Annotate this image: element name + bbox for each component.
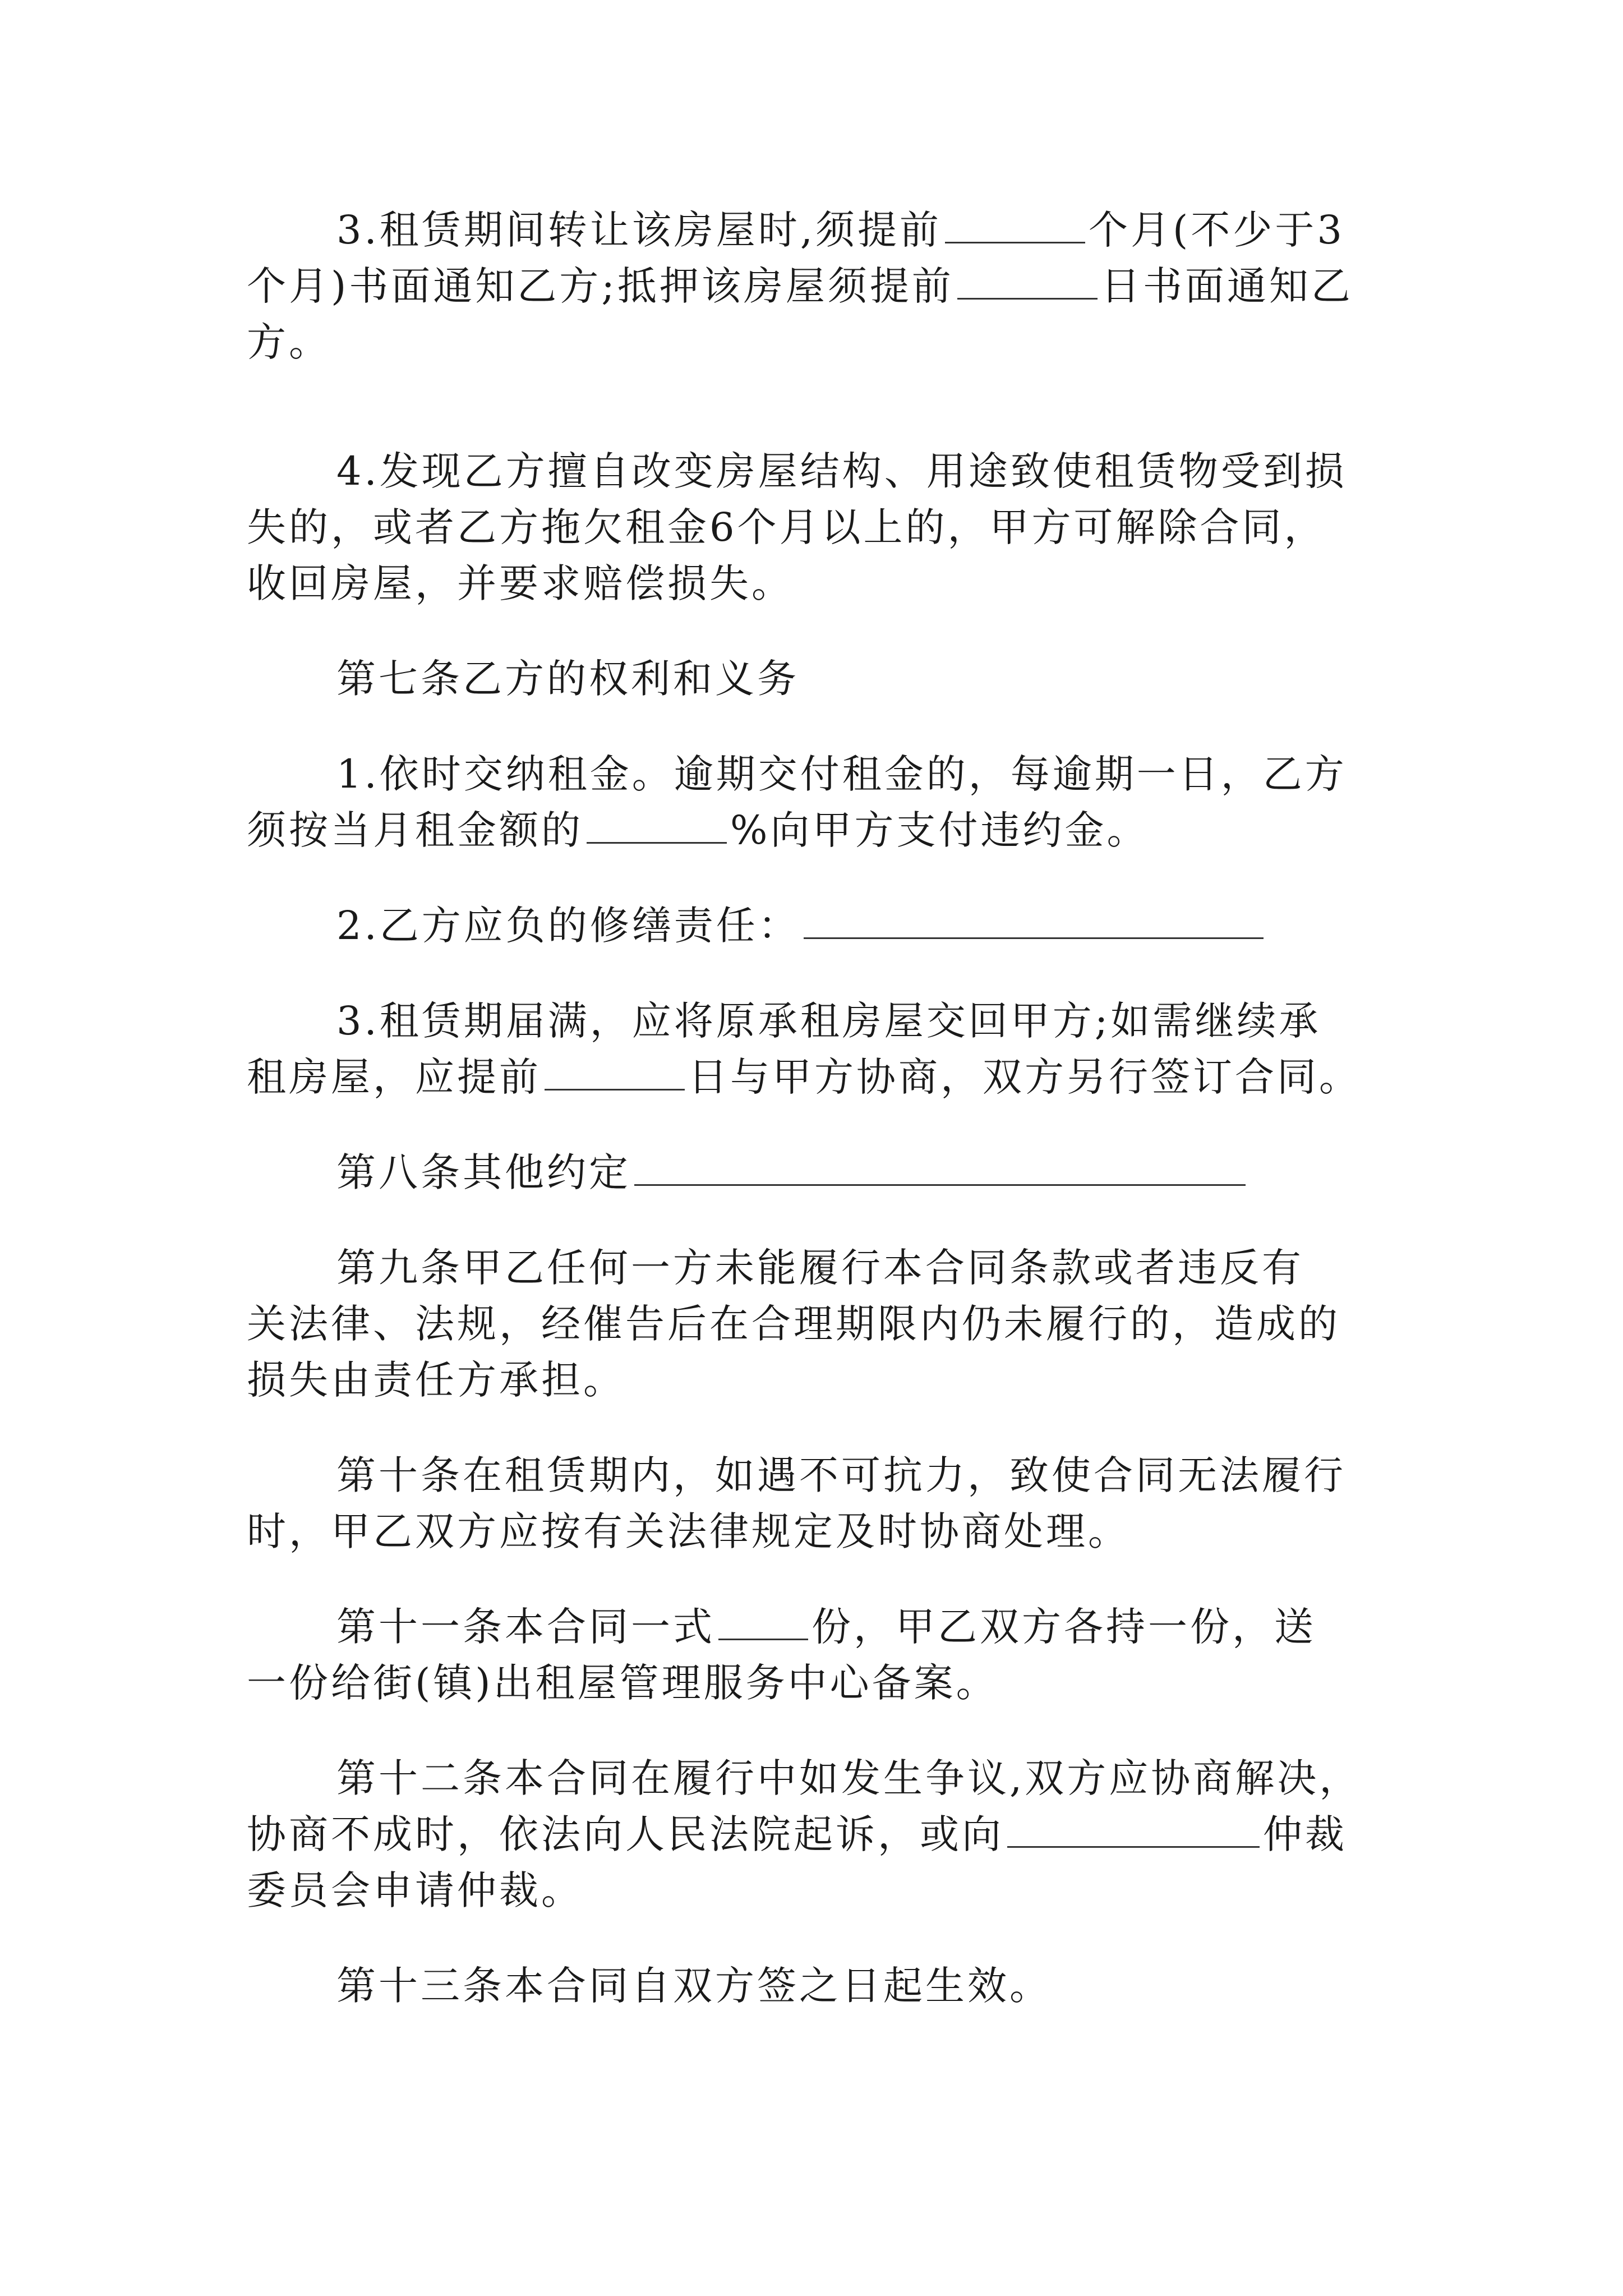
- article-10-line-2: 时，甲乙双方应按有关法律规定及时协商处理。: [247, 1508, 1130, 1554]
- clause-7-1-line-1: 1.依时交纳租金。逾期交付租金的，每逾期一日，乙方: [336, 751, 1347, 797]
- text: 租房屋，应提前: [247, 1054, 541, 1100]
- clause-6-3-line-1: [336, 202, 1345, 258]
- fill-blank: [1007, 1809, 1260, 1848]
- text: 个月(不少于3: [1089, 207, 1345, 253]
- article-9-line-1: 第九条甲乙任何一方未能履行本合同条款或者违反有: [336, 1245, 1304, 1291]
- text: 个月)书面通知乙方;抵押该房屋须提前: [247, 263, 954, 309]
- fill-blank: [804, 900, 1264, 939]
- text: 第八条其他约定: [336, 1149, 631, 1195]
- clause-7-2: [336, 898, 1267, 954]
- article-12-line-1: 第十二条本合同在履行中如发生争议,双方应协商解决，: [336, 1755, 1362, 1801]
- fill-blank: [957, 261, 1098, 300]
- article-13: 第十三条本合同自双方签之日起生效。: [336, 1963, 1052, 2009]
- article-12-line-2: [247, 1806, 1347, 1862]
- article-7-heading: 第七条乙方的权利和义务: [336, 656, 799, 702]
- article-8: [336, 1144, 1249, 1200]
- text: 2.乙方应负的修缮责任：: [336, 903, 800, 949]
- clause-6-4-line-2: 失的，或者乙方拖欠租金6个月以上的，甲方可解除合同，: [247, 504, 1326, 550]
- text: 3.租赁期间转让该房屋时,须提前: [336, 207, 942, 253]
- fill-blank: [587, 805, 727, 844]
- clause-6-4-line-1: 4.发现乙方擅自改变房屋结构、用途致使租赁物受到损: [336, 448, 1347, 494]
- text: 仲裁: [1263, 1811, 1347, 1857]
- text: 日书面通知乙: [1100, 263, 1353, 309]
- text: %向甲方支付违约金。: [730, 807, 1149, 853]
- clause-6-3-line-3: 方。: [247, 319, 331, 365]
- text: 第十一条本合同一式: [336, 1604, 715, 1650]
- article-11-line-1: [336, 1599, 1316, 1655]
- text: 协商不成时，依法向人民法院起诉，或向: [247, 1811, 1004, 1857]
- article-10-line-1: 第十条在租赁期内，如遇不可抗力，致使合同无法履行: [336, 1452, 1346, 1498]
- clause-7-3-line-1: 3.租赁期届满，应将原承租房屋交回甲方;如需继续承: [336, 998, 1321, 1044]
- text: 份，甲乙双方各持一份，送: [811, 1604, 1316, 1650]
- clause-7-1-line-2: [247, 802, 1149, 858]
- fill-blank: [545, 1052, 685, 1091]
- fill-blank: [945, 205, 1085, 243]
- text: 须按当月租金额的: [247, 807, 583, 853]
- fill-blank: [718, 1602, 808, 1640]
- article-9-line-2: 关法律、法规，经催告后在合理期限内仍未履行的，造成的: [247, 1301, 1340, 1347]
- clause-7-3-line-2: [247, 1049, 1361, 1105]
- article-9-line-3: 损失由责任方承担。: [247, 1357, 625, 1403]
- article-12-line-3: 委员会申请仲裁。: [247, 1867, 583, 1913]
- clause-6-4-line-3: 收回房屋，并要求赔偿损失。: [247, 560, 794, 606]
- fill-blank: [634, 1147, 1246, 1186]
- clause-6-3-line-2: [247, 258, 1353, 314]
- text: 日与甲方协商，双方另行签订合同。: [688, 1054, 1361, 1100]
- article-11-line-2: 一份给街(镇)出租屋管理服务中心备案。: [247, 1660, 998, 1706]
